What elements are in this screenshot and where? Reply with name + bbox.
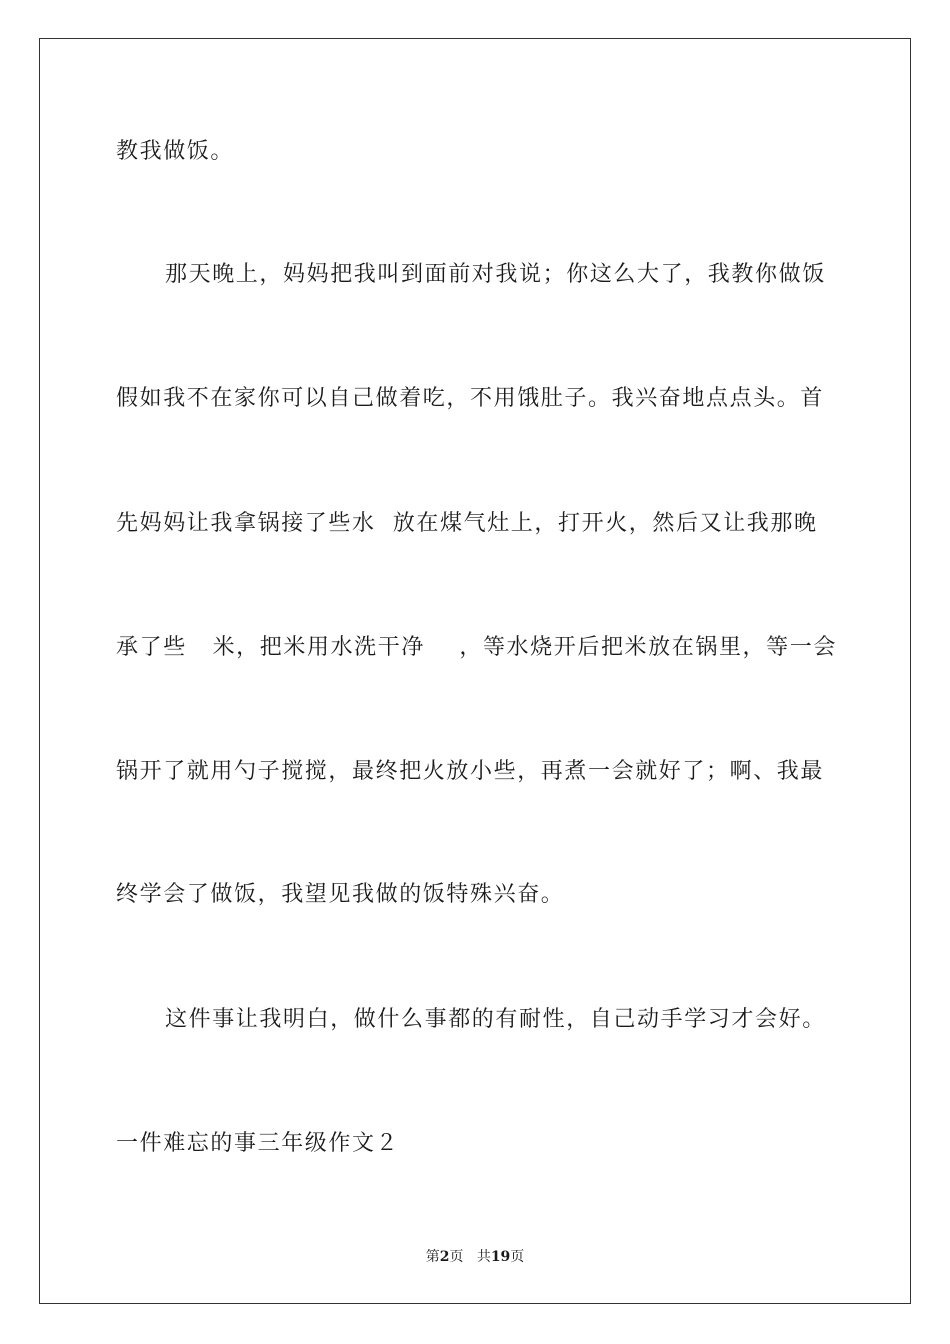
paragraph-line-2: 那天晚上，妈妈把我叫到面前对我说；你这么大了，我教你做饭 [165, 262, 826, 287]
footer-page-current: 2 [439, 1249, 450, 1265]
footer-page-suffix: 页 [449, 1249, 464, 1265]
footer-total-prefix: 共 [476, 1249, 491, 1265]
footer-total-suffix: 页 [510, 1249, 525, 1265]
page-footer [0, 1248, 950, 1266]
paragraph-line-1: 教我做饭。 [116, 139, 235, 164]
paragraph-line-3: 假如我不在家你可以自己做着吃，不用饿肚子。我兴奋地点点头。首 [116, 386, 825, 411]
paragraph-line-7: 终学会了做饭，我望见我做的饭特殊兴奋。 [116, 882, 565, 907]
section-heading: 一件难忘的事三年级作文２ [116, 1131, 400, 1156]
paragraph-line-6: 锅开了就用勺子搅搅，最终把火放小些，再煮一会就好了；啊、我最 [116, 759, 825, 784]
paragraph-line-8: 这件事让我明白，做什么事都的有耐性，自己动手学习才会好。 [165, 1007, 826, 1032]
page-border [39, 38, 911, 1304]
footer-page-prefix: 第 [425, 1249, 440, 1265]
paragraph-line-4: 先妈妈让我拿锅接了些水 放在煤气灶上，打开火，然后又让我那晚 [116, 511, 818, 536]
footer-page-total: 19 [490, 1249, 511, 1265]
paragraph-line-5: 承了些 米，把米用水洗干净 ，等水烧开后把米放在锅里，等一会 [116, 635, 837, 660]
